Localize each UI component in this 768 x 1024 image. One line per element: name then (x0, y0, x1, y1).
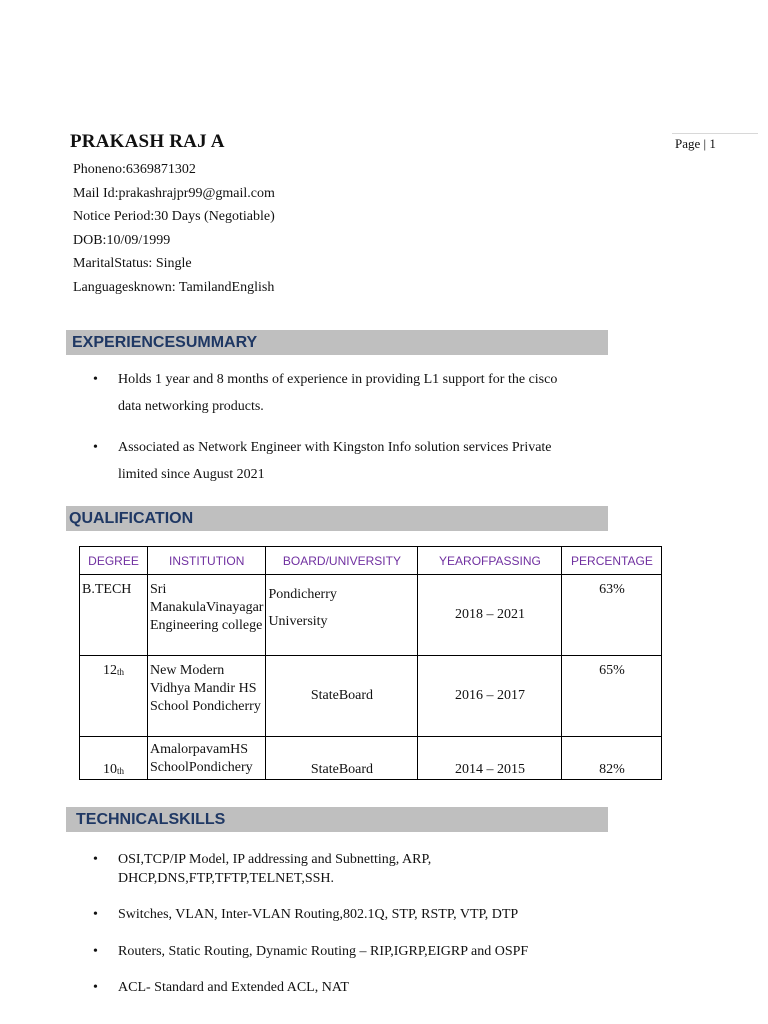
board-cell: Pondicherry University (266, 575, 418, 656)
table-row (80, 575, 662, 656)
board-cell: StateBoard (266, 737, 418, 780)
degree-cell: B.TECH (80, 575, 148, 656)
page-number: Page | 1 (675, 136, 716, 151)
column-header: INSTITUTION (148, 547, 266, 575)
column-header: YEAROFPASSING (418, 547, 562, 575)
dob-line: DOB:10/09/1999 (73, 232, 171, 248)
qualification-heading: QUALIFICATION (66, 506, 608, 531)
institution-cell: AmalorpavamHS SchoolPondichery (148, 737, 266, 780)
skill-item: • Routers, Static Routing, Dynamic Routing – RIP,IGRP,EIGRP and OSPF (93, 943, 678, 962)
candidate-name: PRAKASH RAJ A (70, 131, 225, 152)
skills-list (93, 851, 678, 1016)
marital-status-line: MaritalStatus: Single (73, 256, 192, 272)
degree-cell: 10th (80, 737, 148, 780)
phone-line: Phoneno:6369871302 (73, 162, 196, 177)
table-header-row (80, 547, 662, 575)
experience-list (93, 366, 558, 502)
institution-cell: Sri ManakulaVinayagar Engineering college (148, 575, 266, 656)
table-row (80, 656, 662, 737)
notice-period-line: Notice Period:30 Days (Negotiable) (73, 209, 275, 225)
qualification-table (79, 546, 662, 780)
year-cell: 2016 – 2017 (418, 656, 562, 737)
column-header: BOARD/UNIVERSITY (266, 547, 418, 575)
board-cell: StateBoard (266, 656, 418, 737)
experience-item: • Holds 1 year and 8 months of experience in providing L1 support for the cisco data networking products. (93, 366, 558, 420)
year-cell: 2014 – 2015 (418, 737, 562, 780)
percentage-cell: 65% (562, 656, 662, 737)
percentage-cell: 82% (562, 737, 662, 780)
experience-item: • Associated as Network Engineer with Kingston Info solution services Private limited since August 2021 (93, 434, 558, 488)
header-rule (672, 133, 758, 134)
table-row (80, 737, 662, 780)
contact-info (73, 158, 275, 300)
skill-item: • Switches, VLAN, Inter-VLAN Routing,802.1Q, STP, RSTP, VTP, DTP (93, 906, 678, 925)
languages-line: Languagesknown: TamilandEnglish (73, 279, 275, 295)
skill-item: • ACL- Standard and Extended ACL, NAT (93, 979, 678, 998)
percentage-cell: 63% (562, 575, 662, 656)
column-header: DEGREE (80, 547, 148, 575)
email-line: Mail Id:prakashrajpr99@gmail.com (73, 185, 275, 201)
institution-cell: New Modern Vidhya Mandir HS School Pondicherry (148, 656, 266, 737)
year-cell: 2018 – 2021 (418, 575, 562, 656)
column-header: PERCENTAGE (562, 547, 662, 575)
degree-cell: 12th (80, 656, 148, 737)
skills-heading: TECHNICALSKILLS (66, 807, 608, 832)
experience-heading: EXPERIENCESUMMARY (66, 330, 608, 355)
skill-item: • OSI,TCP/IP Model, IP addressing and Subnetting, ARP, DHCP,DNS,FTP,TFTP,TELNET,SSH. (93, 851, 478, 888)
